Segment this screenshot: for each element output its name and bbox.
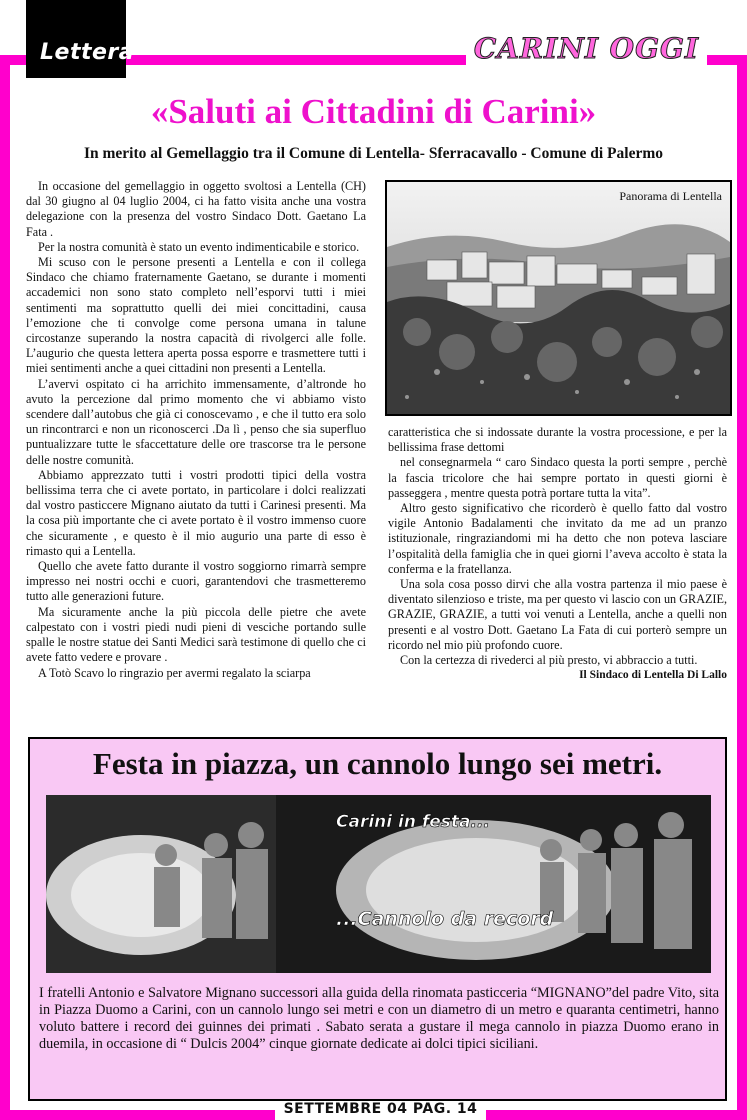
page-frame-bottom-right — [486, 1110, 747, 1120]
panorama-illustration — [387, 182, 730, 414]
paragraph: Con la certezza di rivederci al più presto, vi abbraccio a tutti. — [400, 653, 698, 668]
festa-title: Festa in piazza, un cannolo lungo sei metri. — [92, 746, 663, 781]
section-label: Lettera — [40, 40, 135, 65]
cannolo-illustration — [46, 795, 711, 973]
festa-body: I fratelli Antonio e Salvatore Mignano successori alla guida della rinomata pasticceria “MIGNANO”del padre Vito, sita in Piazza Duomo a Carini, con un cannolo lungo sei metri e con un diametro di un metro e quaranta centimetri, hanno voluto battere i record dei guinnes dei primati . Sabato serata a gustare il mega cannolo in piazza Duomo erano in duemila, in occasione di “ Dulcis 2004” cinque giornate dedicate ai dolci tipici siciliani. — [39, 985, 719, 1052]
paragraph: nel consegnarmela “ caro Sindaco questa la porti sempre , perchè la fascia tricolore che hai sempre portato in questi giorni è passeggera , mentre questa potrà portare tutta la vita”. — [388, 455, 727, 500]
article-column-right — [388, 425, 727, 683]
paragraph: Mi scuso con le persone presenti a Lentella e con il collega Sindaco che chiamo fraternamente Gaetano, se durante i momenti accademici non sono stato completo nell’esporvi tutti i miei sentimenti ma soprattutto quelli dei miei concittadini, causa l’emozione che ti convolge come persona umana in talune circostanze superando la nostra capacità di rivolgerci alle folle. L’augurio che questa lettera aperta possa esporre e trasmettere tutti i miei sentimenti anche a quei cittadini non presenti a Lentella. — [26, 255, 366, 376]
festa-article-box — [28, 737, 727, 1101]
paragraph: Ma sicuramente anche la più piccola delle pietre che avete calpestato con i vostri piedi nudi pieni di vesciche portando sulle spalle le nostre statue dei Santi Medici sarà testimone di quello che ci avete fatto vedere e provare . — [26, 604, 366, 665]
paragraph: A Totò Scavo lo ringrazio per avermi regalato la sciarpa — [38, 665, 311, 680]
overlay-carini-in-festa: Carini in festa... — [336, 812, 490, 832]
paragraph: Quello che avete fatto durante il vostro soggiorno rimarrà sempre impresso nei nostri occhi e cuori, garantendovi che trasmetteremo tutto alle generazioni future. — [26, 559, 366, 604]
photo-caption: Panorama di Lentella — [619, 189, 722, 203]
paragraph: caratteristica che si indossate durante la vostra processione, e per la bellissima frase dettomi — [388, 425, 727, 455]
paragraph: L’avervi ospitato ci ha arrichito immensamente, d’altronde ho avuto la percezione dal primo momento che vi abbiamo visto scendere dall’autobus che già ci conoscevamo , e che il tutto era solo un rincontrarci e non un riconoscerci .Da lì , penso che sia superfluo puntualizzare tutte le sfaccettature delle ore trascorse tra le persone delle nostre comunità. — [26, 376, 366, 467]
cannolo-photo — [46, 795, 711, 973]
page-frame-right — [737, 55, 747, 1120]
page-frame-left — [0, 55, 10, 1120]
page-frame-bottom-left — [0, 1110, 275, 1120]
lentella-panorama-photo — [385, 180, 732, 416]
paragraph: In occasione del gemellaggio in oggetto svoltosi a Lentella (CH) dal 30 giugno al 04 luglio 2004, ci ha fatto visita anche una vostra delegazione con la presenza del vostro Sindaco Dott. Gaetano La Fata . — [26, 179, 366, 239]
page-footer: SETTEMBRE 04 PAG. 14 — [283, 1101, 478, 1117]
paragraph: Per la nostra comunità è stato un evento indimenticabile e storico. — [38, 239, 360, 254]
paragraph: Abbiamo apprezzato tutti i vostri prodotti tipici della vostra bellissima terra che ci avete portato, in particolare i dolci realizzati dal vostro pasticcere Mignano aiutato da tutti i Carinesi presenti. Ma la cosa più importante che ci avete portato è il vostro immenso cuore che sicuramente , e questo è il mio augurio una parte di esso è rimasto qui a Lentella. — [26, 467, 366, 558]
paragraph: Altro gesto significativo che ricorderò è quello fatto dal vostro vigile Antonio Badalamenti che invitato da me ad un pranzo istituzionale, ringraziandomi mi ha detto che non poteva lasciare l’ospitalità della famiglia che in quei giorni l’aveva accolto è stata la conferma e la fratellanza. — [388, 501, 727, 576]
signature: Il Sindaco di Lentella Di Lallo — [579, 669, 727, 682]
article-subtitle: In merito al Gemellaggio tra il Comune di Lentella- Sferracavallo - Comune di Palermo — [83, 145, 663, 162]
brand-logo: CARINI OGGI — [466, 30, 707, 67]
article-column-left — [26, 179, 366, 681]
overlay-cannolo-da-record: ...Cannolo da record — [336, 908, 554, 930]
article-title: «Saluti ai Cittadini di Carini» — [150, 92, 597, 131]
section-tab — [26, 0, 135, 78]
paragraph: Una sola cosa posso dirvi che alla vostra partenza il mio paese è diventato silenzioso e triste, ma per questo vi lascio con un GRAZIE, GRAZIE, GRAZIE, a tutti voi venuti a Lentella, anche a quelli non presenti e al vostro Dott. Gaetano La Fata di cui porterò sempre un ricordo nel mio più profondo cuore. — [388, 577, 727, 652]
